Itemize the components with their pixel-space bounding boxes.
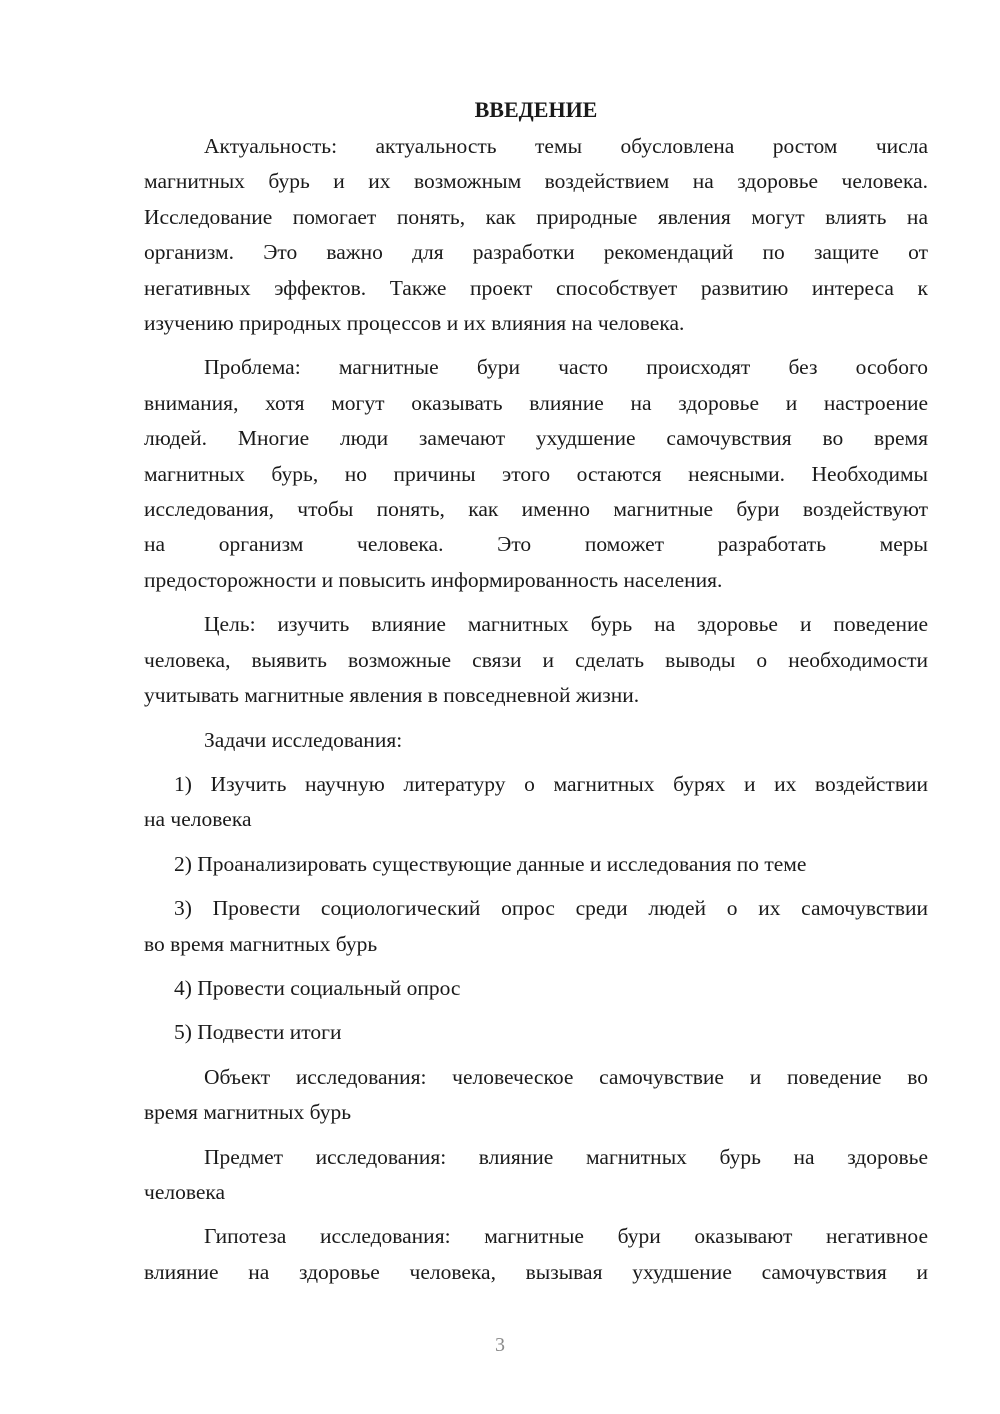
- task-item-1: [144, 767, 928, 838]
- page-number: 3: [495, 1334, 505, 1356]
- page-title: ВВЕДЕНИЕ: [474, 97, 598, 122]
- problem-paragraph: [144, 350, 928, 598]
- text-line: Цель: изучить влияние магнитных бурь на здоровье и поведение: [204, 612, 928, 637]
- text-line: людей. Многие люди замечают ухудшение самочувствия во время: [144, 426, 928, 451]
- object-paragraph: [144, 1060, 928, 1131]
- text-line: Объект исследования: человеческое самочувствие и поведение во: [204, 1064, 928, 1089]
- text-line: Исследование помогает понять, как природные явления могут влиять на: [144, 204, 928, 229]
- text-line: время магнитных бурь: [144, 1100, 352, 1125]
- text-line: влияние на здоровье человека, вызывая ухудшение самочувствия и: [144, 1259, 928, 1284]
- tasks-heading: [144, 723, 928, 758]
- text-line: на человека: [144, 807, 252, 832]
- text-line: изучению природных процессов и их влияния на человека.: [144, 311, 685, 336]
- text-line: 2) Проанализировать существующие данные и исследования по теме: [174, 851, 807, 876]
- text-line: 3) Провести социологический опрос среди людей о их самочувствии: [174, 896, 928, 921]
- text-line: на организм человека. Это поможет разработать меры: [144, 532, 928, 557]
- text-line: Актуальность: актуальность темы обусловлена ростом числа: [204, 134, 928, 158]
- text-line: во время магнитных бурь: [144, 931, 378, 956]
- text-line: магнитных бурь и их возможным воздействием на здоровье человека.: [144, 169, 928, 194]
- text-line: негативных эффектов. Также проект способствует развитию интереса к: [144, 275, 928, 300]
- relevance-paragraph: [144, 129, 928, 341]
- document-page: [144, 92, 928, 1299]
- text-line: человека, выявить возможные связи и сделать выводы о необходимости: [144, 647, 928, 672]
- text-line: организм. Это важно для разработки рекомендаций по защите от: [144, 240, 928, 265]
- task-item-4: [144, 971, 928, 1006]
- text-line: Задачи исследования:: [204, 727, 403, 752]
- text-line: учитывать магнитные явления в повседневной жизни.: [144, 683, 640, 708]
- text-line: 1) Изучить научную литературу о магнитных бурях и их воздействии: [174, 771, 928, 796]
- text-line: Гипотеза исследования: магнитные бури оказывают негативное: [204, 1224, 928, 1249]
- task-item-5: [144, 1015, 928, 1050]
- text-line: внимания, хотя могут оказывать влияние на здоровье и настроение: [144, 390, 928, 415]
- text-line: Предмет исследования: влияние магнитных бурь на здоровье: [204, 1144, 928, 1169]
- text-line: 4) Провести социальный опрос: [174, 975, 461, 1000]
- text-line: Проблема: магнитные бури часто происходят без особого: [204, 355, 928, 380]
- goal-paragraph: [144, 607, 928, 713]
- text-line: 5) Подвести итоги: [174, 1020, 342, 1045]
- subject-paragraph: [144, 1140, 928, 1211]
- text-line: предосторожности и повысить информированность населения.: [144, 567, 723, 592]
- text-line: человека: [144, 1179, 226, 1204]
- task-item-2: [144, 847, 928, 882]
- task-item-3: [144, 891, 928, 962]
- text-line: магнитных бурь, но причины этого остаются неясными. Необходимы: [144, 461, 928, 486]
- text-line: исследования, чтобы понять, как именно магнитные бури воздействуют: [144, 497, 928, 522]
- hypothesis-paragraph: [144, 1219, 928, 1290]
